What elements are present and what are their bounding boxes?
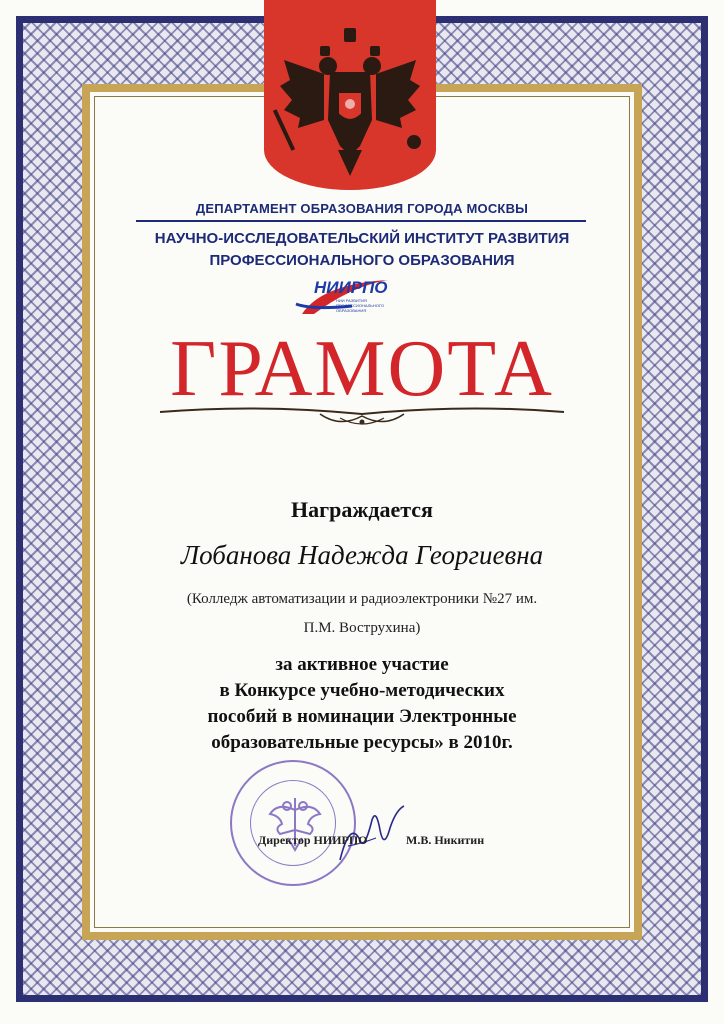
institute-name-line1: НАУЧНО-ИССЛЕДОВАТЕЛЬСКИЙ ИНСТИТУТ РАЗВИТИЯ xyxy=(154,230,570,247)
flourish-divider xyxy=(150,400,574,430)
director-label: Директор НИИРПО xyxy=(258,833,368,847)
reason-line4: образовательные ресурсы» в 2010г. xyxy=(211,732,513,753)
signer-name: М.В. Никитин xyxy=(406,833,485,847)
recipient-name: Лобанова Надежда Георгиевна xyxy=(180,540,544,570)
institute-name-line2: ПРОФЕССИОНАЛЬНОГО ОБРАЗОВАНИЯ xyxy=(209,252,515,269)
organization-line2: П.М. Вострухина) xyxy=(303,620,421,636)
header-divider xyxy=(136,220,586,222)
awarded-label: Награждается xyxy=(291,497,433,522)
reason-line1: за активное участие xyxy=(275,654,449,675)
logo-subtext: НИИ РАЗВИТИЯ ПРОФЕССИОНАЛЬНОГО ОБРАЗОВАНИЯ xyxy=(336,298,384,313)
double-headed-eagle-icon xyxy=(264,0,436,190)
reason-line3: пособий в номинации Электронные xyxy=(207,706,517,727)
organization-line1: (Колледж автоматизации и радиоэлектроники №27 им. xyxy=(186,591,538,607)
coat-of-arms xyxy=(264,0,436,190)
reason-line2: в Конкурсе учебно-методических xyxy=(219,680,505,701)
department-name: ДЕПАРТАМЕНТ ОБРАЗОВАНИЯ ГОРОДА МОСКВЫ xyxy=(195,201,529,216)
institute-logo xyxy=(292,276,416,320)
logo-text: НИИРПО xyxy=(314,278,388,297)
certificate-title: ГРАМОТА xyxy=(170,325,554,413)
award-reason xyxy=(100,652,624,756)
